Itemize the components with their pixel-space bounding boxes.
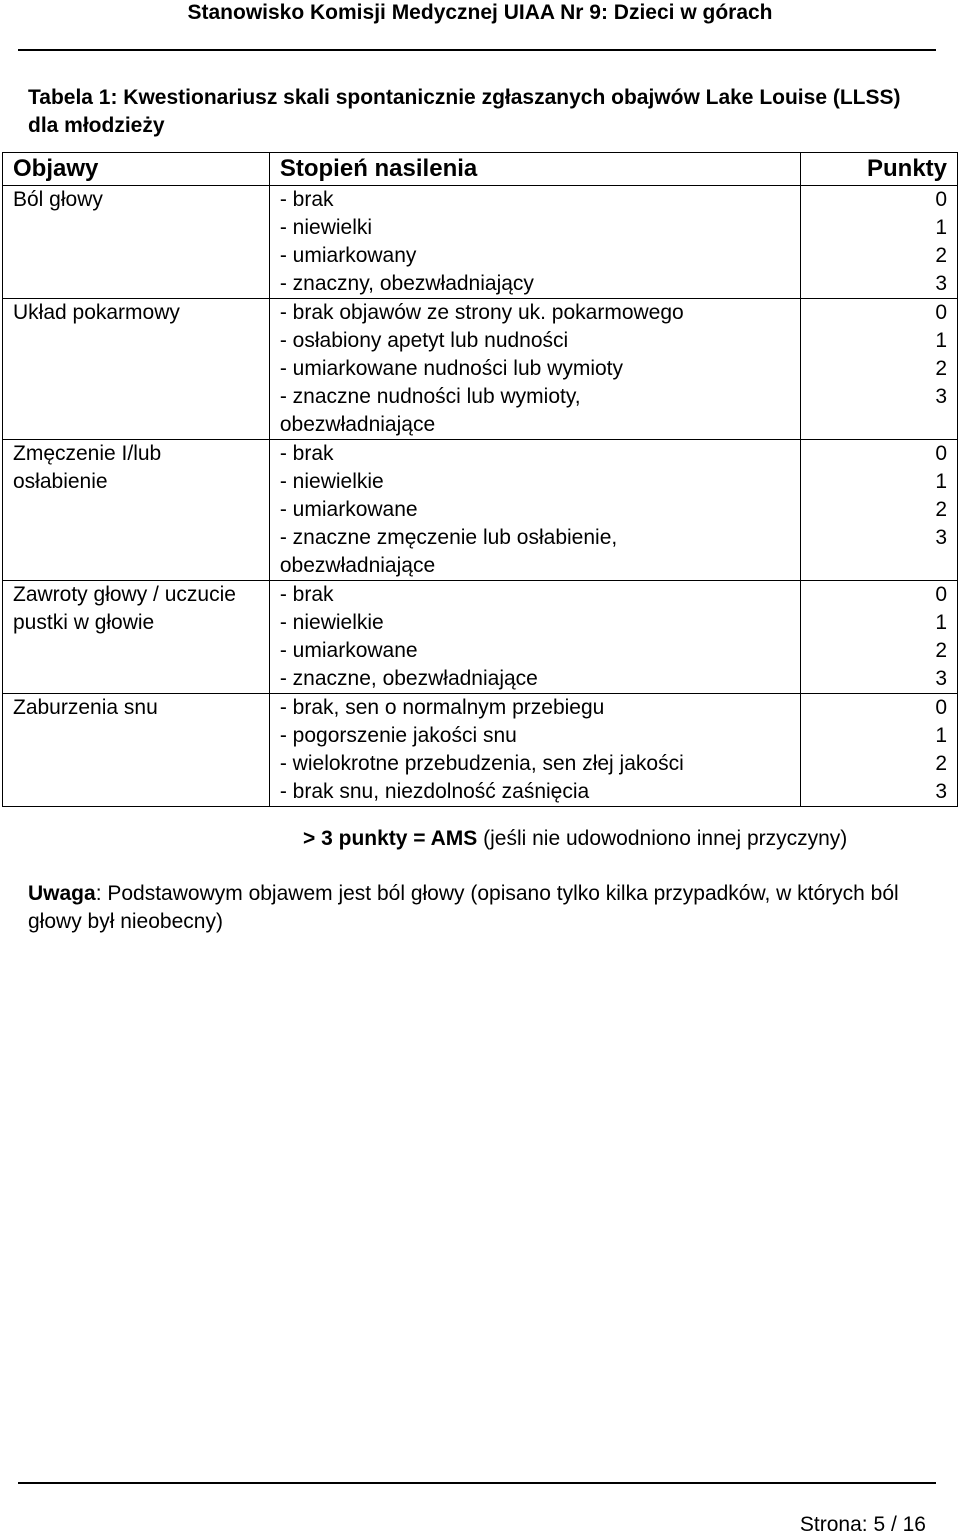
header-divider: [18, 49, 936, 51]
points-value: 3: [935, 385, 947, 408]
header-severity: Stopień nasilenia: [269, 153, 800, 186]
symptom-label: Zawroty głowy / uczucie pustki w głowie: [13, 583, 236, 634]
severity-level: - niewielkie: [279, 611, 384, 634]
symptom-label: Układ pokarmowy: [13, 301, 180, 324]
severity-level: - umiarkowane nudności lub wymioty: [279, 357, 624, 380]
points-value: 3: [935, 526, 947, 549]
symptom-label: Ból głowy: [13, 188, 103, 211]
points-cell: [801, 694, 958, 807]
severity-level: - brak: [279, 442, 334, 465]
points-value: 1: [935, 329, 947, 352]
severity-level: - brak: [279, 583, 334, 606]
severity-level: - znaczne zmęczenie lub osłabienie,: [279, 526, 618, 549]
severity-cell: [269, 186, 800, 299]
severity-level: - brak, sen o normalnym przebiegu: [279, 696, 605, 719]
remark-text: : Podstawowym objawem jest ból głowy (opisano tylko kilka przypadków, w których ból głowy był nieobecny): [28, 882, 899, 933]
severity-cell: [269, 299, 800, 440]
points-value: 0: [935, 301, 947, 324]
symptom-cell: [3, 581, 270, 694]
ams-score-note: [303, 825, 847, 853]
severity-level: - znaczne, obezwładniające: [279, 667, 538, 690]
points-cell: [801, 186, 958, 299]
header-symptoms: Objawy: [3, 153, 270, 186]
points-value: 0: [935, 696, 947, 719]
symptom-cell: [3, 440, 270, 581]
table-caption: Tabela 1: Kwestionariusz skali spontanicznie zgłaszanych obajwów Lake Louise (LLSS) dla młodzieży: [28, 86, 901, 137]
table-row: [3, 440, 958, 581]
table-row: [3, 694, 958, 807]
severity-level: - pogorszenie jakości snu: [279, 724, 517, 747]
points-value: 1: [935, 216, 947, 239]
severity-cell: [269, 581, 800, 694]
symptom-cell: [3, 694, 270, 807]
remark-note: [28, 880, 918, 936]
severity-level: - brak snu, niezdolność zaśnięcia: [279, 780, 590, 803]
severity-level: obezwładniające: [279, 554, 436, 577]
footer-divider: [18, 1482, 936, 1484]
points-value: 0: [935, 583, 947, 606]
severity-cell: [269, 440, 800, 581]
symptom-cell: [3, 299, 270, 440]
points-value: 0: [935, 442, 947, 465]
severity-level: - brak: [279, 188, 334, 211]
points-value: 2: [935, 244, 947, 267]
severity-level: - brak objawów ze strony uk. pokarmowego: [279, 301, 684, 324]
severity-level: - umiarkowany: [279, 244, 417, 267]
points-value: 3: [935, 272, 947, 295]
points-value: 0: [935, 188, 947, 211]
symptom-cell: [3, 186, 270, 299]
points-value: 2: [935, 752, 947, 775]
severity-level: - niewielkie: [279, 470, 384, 493]
severity-level: obezwładniające: [279, 413, 436, 436]
symptom-label: Zmęczenie I/lub osłabienie: [13, 442, 162, 493]
severity-level: - wielokrotne przebudzenia, sen złej jakości: [279, 752, 684, 775]
llss-table: [2, 152, 958, 807]
header-points: Punkty: [801, 153, 958, 186]
symptom-label: Zaburzenia snu: [13, 696, 158, 719]
remark-label: Uwaga: [28, 882, 96, 905]
points-cell: [801, 299, 958, 440]
table-header-row: [3, 153, 958, 186]
points-value: 2: [935, 357, 947, 380]
table-row: [3, 186, 958, 299]
table-body: [3, 186, 958, 807]
points-value: 3: [935, 780, 947, 803]
severity-cell: [269, 694, 800, 807]
severity-level: - osłabiony apetyt lub nudności: [279, 329, 569, 352]
ams-condition: (jeśli nie udowodniono innej przyczyny): [477, 827, 848, 850]
severity-level: - niewielki: [279, 216, 373, 239]
page-header-title: Stanowisko Komisji Medycznej UIAA Nr 9: Dzieci w górach: [187, 1, 773, 24]
points-value: 1: [935, 470, 947, 493]
severity-level: - znaczny, obezwładniający: [279, 272, 534, 295]
points-cell: [801, 440, 958, 581]
table-row: [3, 299, 958, 440]
table-row: [3, 581, 958, 694]
severity-level: - umiarkowane: [279, 639, 418, 662]
ams-threshold: > 3 punkty = AMS: [303, 827, 478, 850]
points-value: 3: [935, 667, 947, 690]
points-value: 2: [935, 639, 947, 662]
page-number: Strona: 5 / 16: [799, 1513, 926, 1536]
points-cell: [801, 581, 958, 694]
severity-level: - umiarkowane: [279, 498, 418, 521]
points-value: 1: [935, 611, 947, 634]
points-value: 2: [935, 498, 947, 521]
points-value: 1: [935, 724, 947, 747]
severity-level: - znaczne nudności lub wymioty,: [279, 385, 581, 408]
